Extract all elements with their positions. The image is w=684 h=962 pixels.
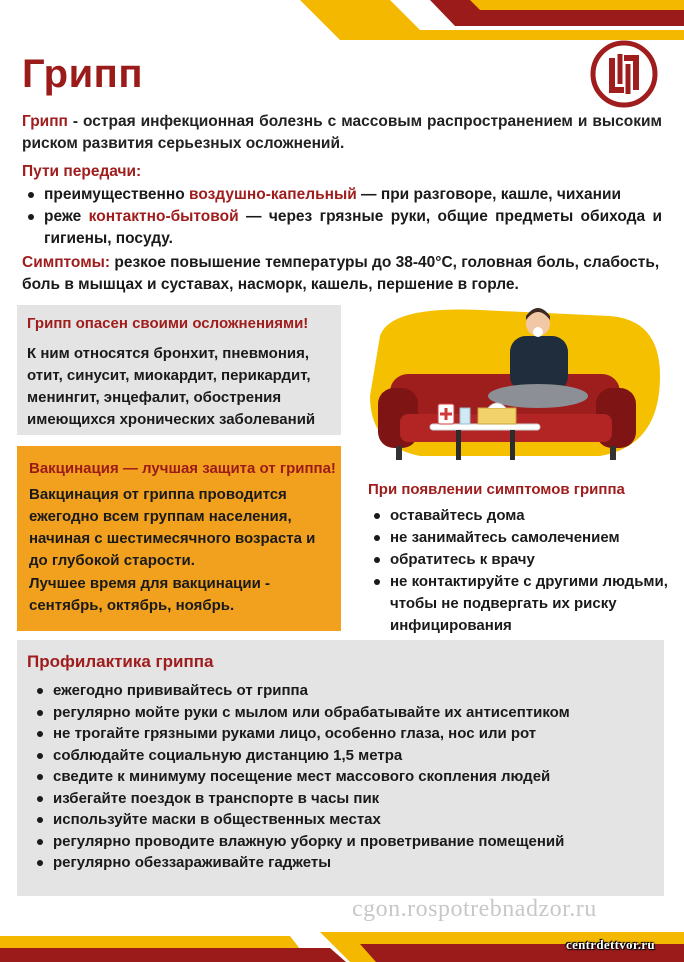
page-title: Грипп (22, 52, 143, 96)
list-item: не контактируйте с другими людьми, чтобы не подвергать их риску инфицирования (368, 571, 668, 637)
list-item: избегайте поездок в транспорте в часы пик (31, 788, 651, 810)
top-decorative-stripes (0, 0, 684, 40)
complications-heading: Грипп опасен своими осложнениями! (27, 315, 309, 332)
list-item: ежегодно прививайтесь от гриппа (31, 680, 651, 702)
on-symptoms-list (368, 505, 668, 637)
list-item: соблюдайте социальную дистанцию 1,5 метра (31, 745, 651, 767)
on-symptoms-heading: При появлении симптомов гриппа (368, 481, 625, 498)
prevention-panel (17, 640, 664, 896)
item-text: преимущественно (44, 186, 190, 203)
list-item: регулярно проводите влажную уборку и проветривание помещений (31, 831, 651, 853)
intro-term: Грипп (22, 113, 68, 130)
transmission-heading: Пути передачи: (22, 163, 142, 180)
intro-text: - острая инфекционная болезнь с массовым распространением и высоким риском развития серьезных осложнений. (22, 113, 662, 152)
list-item (22, 184, 662, 206)
list-item: обратитесь к врачу (368, 549, 668, 571)
list-item: сведите к минимуму посещение мест массового скопления людей (31, 766, 651, 788)
sick-person-on-sofa-illustration (360, 296, 670, 476)
complications-panel (17, 305, 341, 435)
symptoms-label: Симптомы: (22, 254, 111, 271)
corner-watermark: centrdettvor.ru (566, 937, 655, 952)
transmission-list (22, 184, 662, 250)
item-text: — при разговоре, кашле, чихании (356, 186, 622, 203)
item-text: — через грязные руки, общие предметы обихода и гигиены, посуду. (44, 208, 662, 247)
prevention-heading: Профилактика гриппа (27, 652, 214, 671)
list-item: используйте маски в общественных местах (31, 809, 651, 831)
vaccination-panel (17, 446, 341, 631)
symptoms-text: резкое повышение температуры до 38-40°С, головная боль, слабость, боль в мышцах и суставах, насморк, кашель, першение в горле. (22, 254, 660, 293)
vaccination-best-time: Лучшее время для вакцинации - сентябрь, октябрь, ноябрь. (29, 575, 270, 614)
vaccination-text: Вакцинация от гриппа проводится ежегодно всем группам населения, начиная с шестимесячного возраста и до глубокой старости. (29, 486, 316, 569)
list-item (22, 206, 662, 250)
intro-paragraph (22, 111, 662, 155)
rospotrebnadzor-logo-icon (590, 40, 658, 108)
list-item: регулярно обеззараживайте гаджеты (31, 852, 651, 874)
prevention-list (31, 680, 651, 874)
list-item: оставайтесь дома (368, 505, 668, 527)
symptoms-paragraph (22, 252, 662, 296)
complications-text: К ним относятся бронхит, пневмония, отит, синусит, миокардит, перикардит, менингит, энцефалит, обострения имеющихся хронических заболеваний (27, 345, 316, 428)
list-item: не трогайте грязными руками лицо, особенно глаза, нос или рот (31, 723, 651, 745)
list-item: регулярно мойте руки с мылом или обрабатывайте их антисептиком (31, 702, 651, 724)
item-text: реже (44, 208, 89, 225)
watermark-text: cgon.rospotrebnadzor.ru (352, 896, 597, 922)
item-highlight: контактно-бытовой (88, 208, 239, 225)
item-highlight: воздушно-капельный (189, 186, 357, 203)
list-item: не занимайтесь самолечением (368, 527, 668, 549)
vaccination-heading: Вакцинация — лучшая защита от гриппа! (29, 460, 336, 477)
